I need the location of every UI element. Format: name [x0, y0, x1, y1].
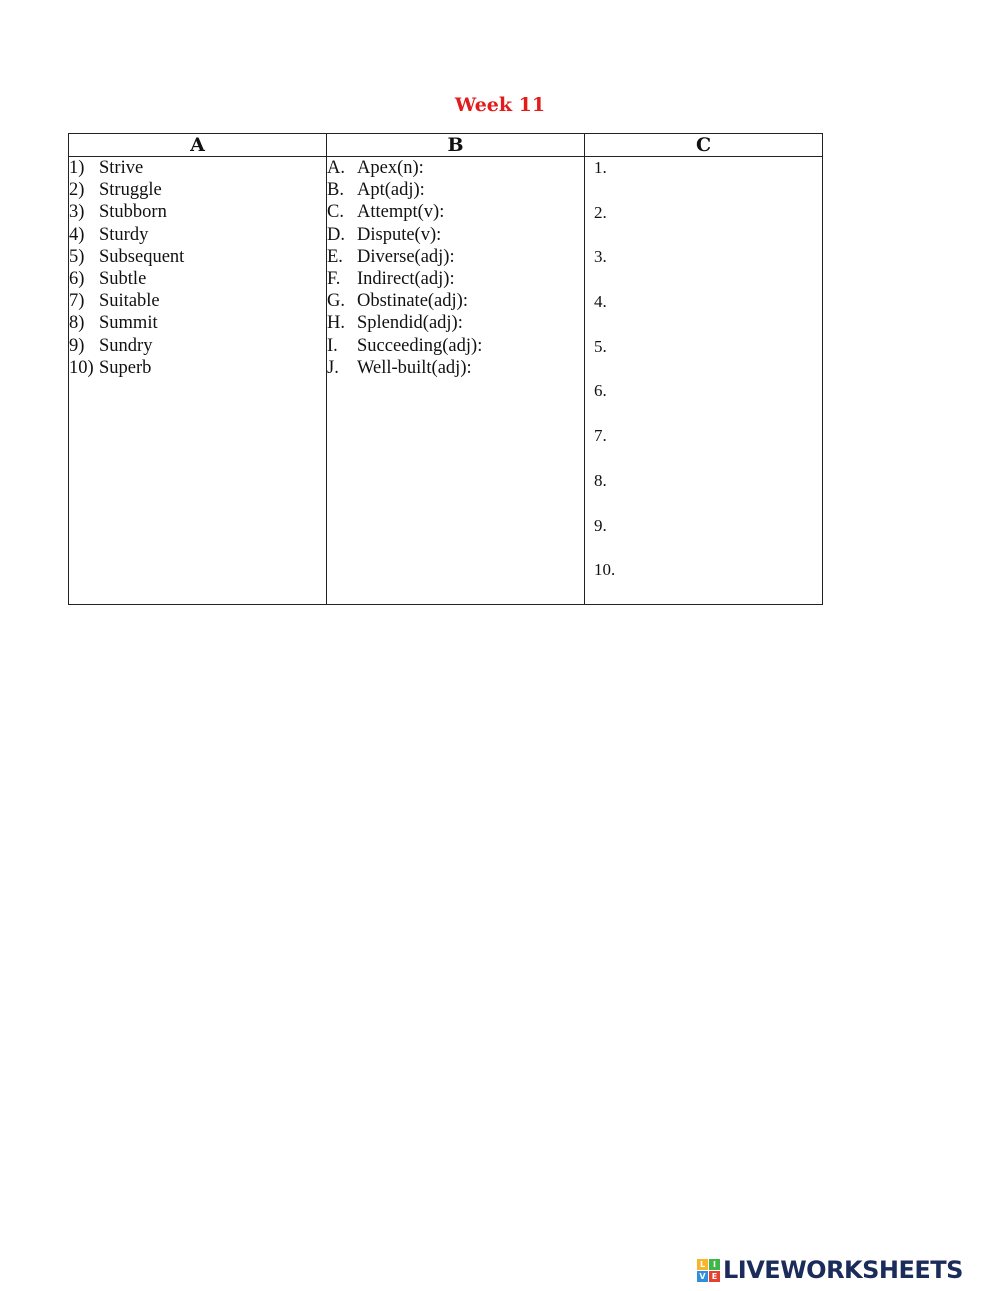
logo-text: LIVEWORKSHEETS [723, 1256, 963, 1284]
list-item: H. Splendid(adj): [327, 313, 463, 334]
header-a: A [69, 134, 327, 157]
answer-slot: 10. [594, 560, 616, 580]
column-a-cell [69, 157, 327, 605]
word-list-a [69, 157, 326, 379]
answer-slot: 9. [594, 515, 607, 535]
list-item: 3) Stubborn [69, 202, 167, 223]
list-item: 6) Subtle [69, 268, 147, 289]
list-item: G. Obstinate(adj): [327, 291, 468, 312]
answer-slot: 8. [594, 470, 607, 490]
list-item: 5) Subsequent [69, 246, 185, 267]
worksheet-title: Week 11 [454, 94, 546, 116]
logo-icon [697, 1259, 720, 1282]
answer-slot: 1. [594, 158, 607, 177]
answer-list-c [585, 157, 822, 604]
answer-slot: 2. [594, 202, 607, 222]
column-b-cell [327, 157, 585, 605]
column-c-cell [585, 157, 823, 605]
list-item: C. Attempt(v): [327, 202, 445, 223]
list-item: A. Apex(n): [327, 158, 424, 178]
list-item: B. Apt(adj): [327, 180, 425, 201]
list-item: F. Indirect(adj): [327, 268, 455, 289]
list-item: 4) Sturdy [69, 224, 149, 245]
answer-slot: 6. [594, 381, 607, 401]
header-b: B [327, 134, 585, 157]
answer-slot: 3. [594, 247, 607, 267]
answer-slot: 5. [594, 336, 607, 356]
list-item: 7) Suitable [69, 291, 160, 312]
list-item: D. Dispute(v): [327, 224, 442, 245]
matching-table [68, 133, 823, 605]
list-item: 10) Superb [69, 357, 152, 378]
list-item: 2) Struggle [69, 180, 162, 201]
list-item: J. Well-built(adj): [327, 357, 472, 378]
content-row [69, 157, 823, 605]
logo-tile: E [709, 1271, 720, 1282]
header-c: C [585, 134, 823, 157]
header-row [69, 134, 823, 157]
list-item: I. Succeeding(adj): [327, 335, 483, 356]
answer-slot: 7. [594, 426, 607, 446]
logo-tile: L [697, 1259, 708, 1270]
answer-slot: 4. [594, 292, 607, 312]
list-item: E. Diverse(adj): [327, 246, 455, 267]
logo-tile: V [697, 1271, 708, 1282]
list-item: 1) Strive [69, 158, 144, 178]
logo-tile: I [709, 1259, 720, 1270]
word-list-b [327, 157, 584, 379]
list-item: 8) Summit [69, 313, 158, 334]
liveworksheets-logo [697, 1256, 963, 1284]
list-item: 9) Sundry [69, 335, 153, 356]
